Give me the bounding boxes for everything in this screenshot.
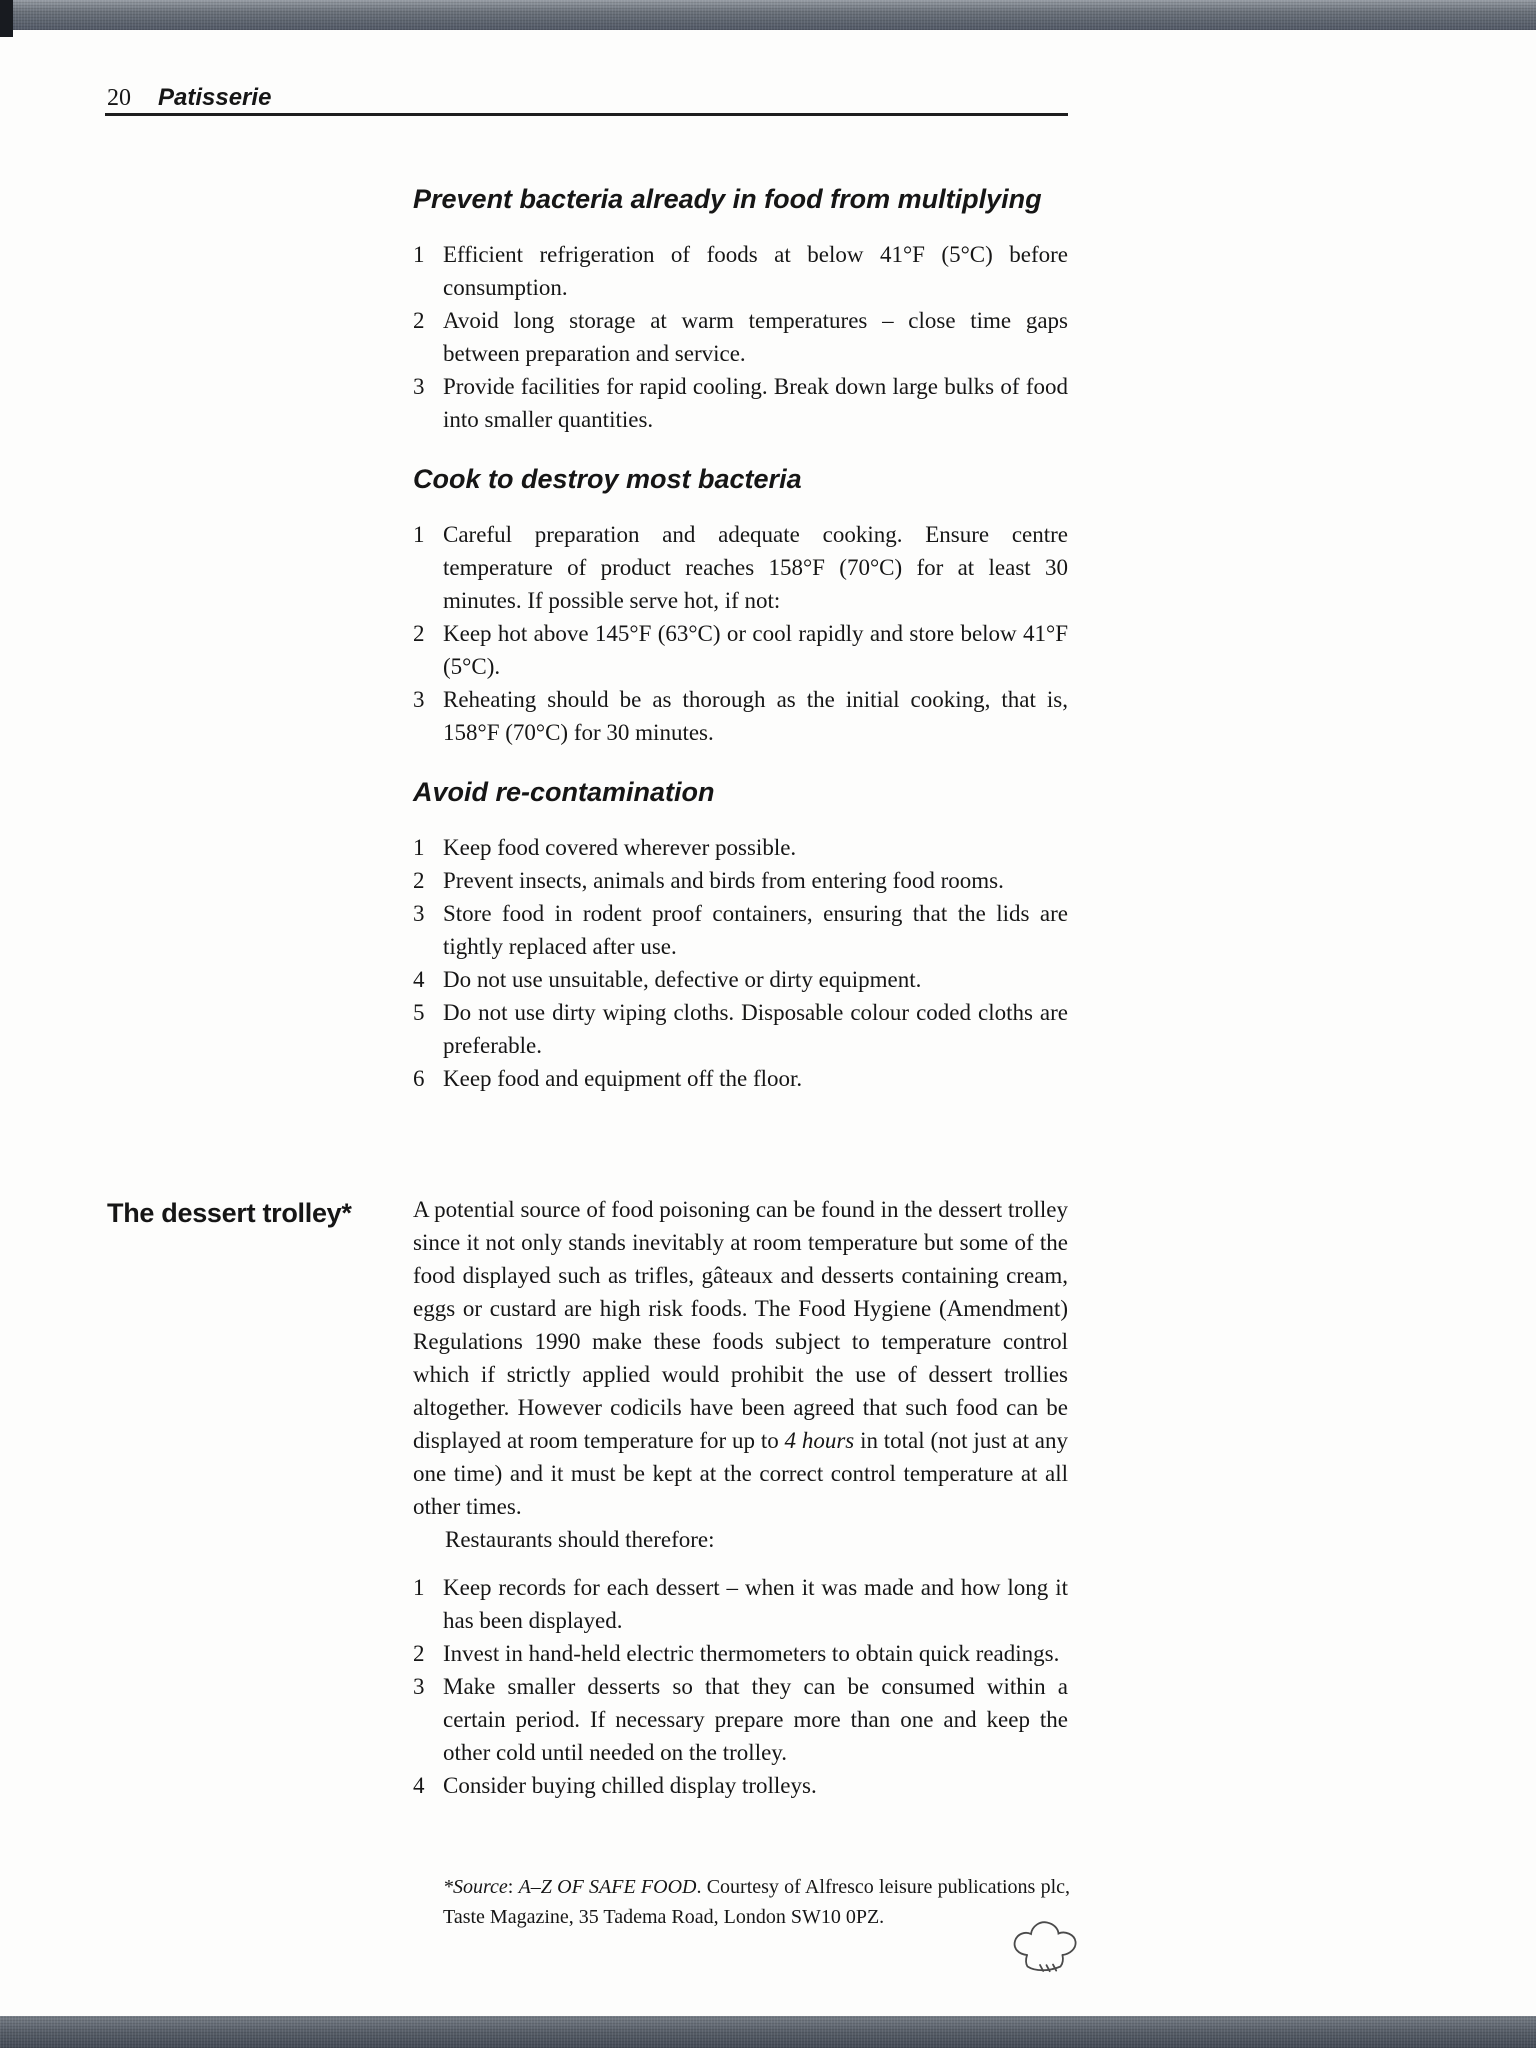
list-item-text: Do not use unsuitable, defective or dirty equipment. — [443, 967, 922, 992]
dessert-trolley-list — [413, 1571, 1068, 1802]
list-item — [413, 897, 1068, 963]
list-item-text: Keep hot above 145°F (63°C) or cool rapidly and store below 41°F (5°C). — [443, 621, 1068, 679]
list-item-text: Make smaller desserts so that they can be consumed within a certain period. If necessary prepare more than one and keep the other cold until needed on the trolley. — [443, 1674, 1068, 1765]
list-item-text: Efficient refrigeration of foods at below 41°F (5°C) before consumption. — [443, 242, 1068, 300]
list-item-number: 1 — [413, 1575, 425, 1600]
list-item — [413, 864, 1068, 897]
list-item-number: 1 — [413, 242, 425, 267]
list-item-number: 2 — [413, 868, 425, 893]
list-item — [413, 518, 1068, 617]
bottom-scan-bar — [0, 2016, 1536, 2048]
list-item-text: Keep food and equipment off the floor. — [443, 1066, 803, 1091]
restaurants-lead-in: Restaurants should therefore: — [445, 1527, 715, 1552]
source-footnote — [443, 1872, 1070, 1932]
top-scan-bar — [0, 0, 1536, 30]
list-item-text: Keep food covered wherever possible. — [443, 835, 797, 860]
list-item-number: 3 — [413, 1674, 425, 1699]
list-item-number: 3 — [413, 687, 425, 712]
list-item — [413, 238, 1068, 304]
paragraph-italic-hours: 4 hours — [784, 1428, 855, 1453]
running-title: Patisserie — [158, 84, 272, 111]
footnote-rest: . Courtesy of Alfresco leisure publications plc, Taste Magazine, 35 Tadema Road, London SW10 0PZ. — [443, 1876, 1071, 1928]
header-rule — [105, 113, 1068, 116]
list-item-text: Careful preparation and adequate cooking. Ensure centre temperature of product reaches 158°F (70°C) for at least 30 minutes. If possible serve hot, if not: — [443, 522, 1068, 613]
footnote-work-title: A–Z OF SAFE FOOD — [518, 1876, 697, 1898]
list-item-text: Prevent insects, animals and birds from entering food rooms. — [443, 868, 1004, 893]
hygiene-sections — [413, 182, 1068, 1095]
list-item — [413, 996, 1068, 1062]
list-item-number: 2 — [413, 1641, 425, 1666]
list-item-text: Avoid long storage at warm temperatures – close time gaps between preparation and service. — [443, 308, 1068, 366]
list-item-number: 3 — [413, 901, 425, 926]
list-item-text: Provide facilities for rapid cooling. Break down large bulks of food into smaller quantities. — [443, 374, 1068, 432]
section-avoid-recontamination — [413, 775, 1068, 1095]
list-item-text: Do not use dirty wiping cloths. Disposable colour coded cloths are preferable. — [443, 1000, 1068, 1058]
list-item — [413, 1670, 1068, 1769]
section-heading: Prevent bacteria already in food from multiplying — [413, 184, 1042, 214]
paragraph-text: in total (not just at any one time) and it must be kept at the correct control temperature at all other times. — [413, 1428, 1068, 1519]
list-item — [413, 1769, 1068, 1802]
section-cook-bacteria — [413, 462, 1068, 749]
running-head — [107, 84, 271, 112]
list-item-text: Reheating should be as thorough as the initial cooking, that is, 158°F (70°C) for 30 minutes. — [443, 687, 1068, 745]
footnote-separator: : — [507, 1876, 519, 1898]
list-item-number: 2 — [413, 621, 425, 646]
section-heading: Cook to destroy most bacteria — [413, 464, 802, 494]
list-item — [413, 304, 1068, 370]
section-prevent-bacteria — [413, 182, 1068, 436]
list-item — [413, 1062, 1068, 1095]
side-heading-dessert-trolley: The dessert trolley* — [107, 1198, 352, 1228]
list-item — [413, 963, 1068, 996]
list-item-text: Invest in hand-held electric thermometers to obtain quick readings. — [443, 1641, 1060, 1666]
list-item-text: Store food in rodent proof containers, ensuring that the lids are tightly replaced after use. — [443, 901, 1068, 959]
chef-hat-icon — [1010, 1918, 1084, 1980]
footnote-source-label: *Source — [443, 1876, 508, 1898]
page-number: 20 — [107, 85, 131, 111]
section-heading: Avoid re-contamination — [413, 777, 715, 807]
list-item-text: Consider buying chilled display trolleys. — [443, 1773, 817, 1798]
list-item-text: Keep records for each dessert – when it was made and how long it has been displayed. — [443, 1575, 1068, 1633]
list-item — [413, 683, 1068, 749]
list-item-number: 4 — [413, 1773, 425, 1798]
dessert-trolley-paragraph — [413, 1193, 1068, 1523]
list-item-number: 1 — [413, 835, 425, 860]
list-item-number: 5 — [413, 1000, 425, 1025]
list-item — [413, 370, 1068, 436]
list-item-number: 4 — [413, 967, 425, 992]
paragraph-text: A potential source of food poisoning can be found in the dessert trolley since it not only stands inevitably at room temperature but some of the food displayed such as trifles, gâteaux and desserts containing cream, eggs or custard are high risk foods. The Food Hygiene (Amendment) Regulations 1990 make these foods subject to temperature control which if strictly applied would prohibit the use of dessert trollies altogether. However codicils have been agreed that such food can be displayed at room temperature for up to — [413, 1197, 1068, 1453]
list-item-number: 6 — [413, 1066, 425, 1091]
list-item — [413, 1571, 1068, 1637]
list-item-number: 2 — [413, 308, 425, 333]
list-item — [413, 1637, 1068, 1670]
scan-corner-mark — [0, 0, 13, 37]
list-item-number: 1 — [413, 522, 425, 547]
list-item — [413, 617, 1068, 683]
dessert-trolley-section — [413, 1193, 1068, 1802]
list-item — [413, 831, 1068, 864]
list-item-number: 3 — [413, 374, 425, 399]
